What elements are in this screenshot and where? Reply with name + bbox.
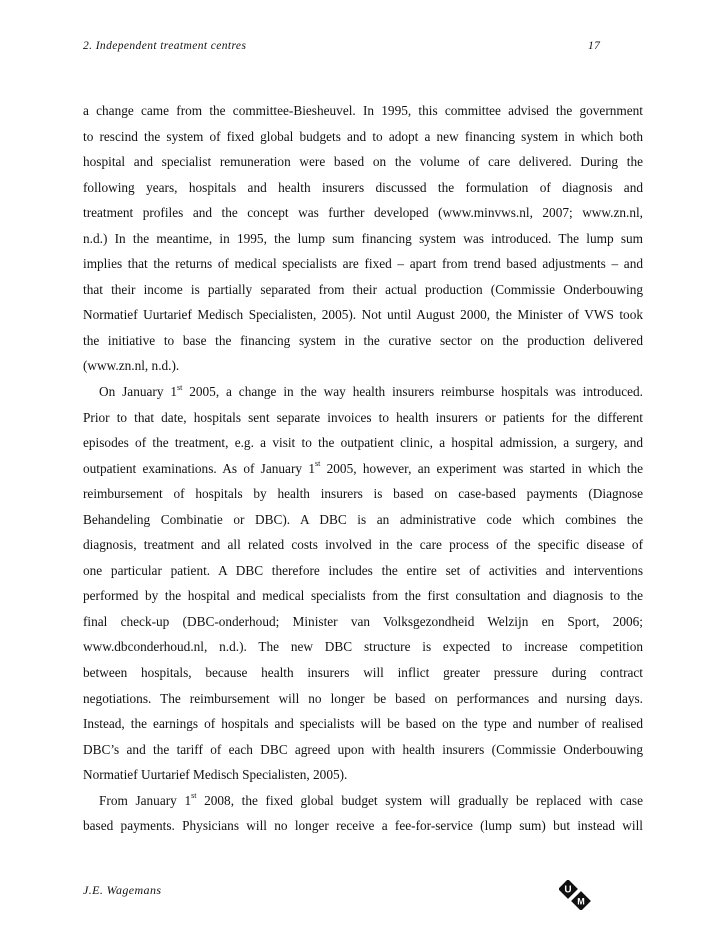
text-line: a change came from the committee-Biesheuvel. In 1995, this committee advised the government <box>83 103 643 118</box>
text-line: the initiative to base the financing system in the curative sector on the production delivered <box>83 332 643 348</box>
text-line: implies that the returns of medical specialists are fixed – apart from trend based adjustments – and <box>83 256 643 272</box>
text-line: Normatief Uurtarief Medisch Specialisten, 2005). Not until August 2000, the Minister of VWS took <box>83 307 643 323</box>
text-line <box>83 456 643 482</box>
text-line: Instead, the earnings of hospitals and specialists will be based on the type and number of realised <box>83 716 643 732</box>
university-logo-icon <box>559 880 593 910</box>
text-line: DBC’s and the tariff of each DBC agreed upon with health insurers (Commissie Onderbouwing <box>83 741 643 757</box>
superscript: st <box>191 791 197 801</box>
text-line: Prior to that date, hospitals sent separate invoices to health insurers or patients for the different <box>83 409 643 425</box>
text-line: following years, hospitals and health insurers discussed the formulation of diagnosis and <box>83 179 643 195</box>
text-segment: outpatient examinations. As of January 1 <box>83 460 315 476</box>
logo-letter-m: M <box>577 896 585 907</box>
text-line: to rescind the system of fixed global budgets and to adopt a new financing system in which both <box>83 128 643 144</box>
text-line: final check-up (DBC-onderhoud; Minister van Volksgezondheid Welzijn en Sport, 2006; <box>83 613 643 629</box>
text-line: that their income is partially separated from their actual production (Commissie Onderbouwing <box>83 281 643 297</box>
text-line: n.d.) In the meantime, in 1995, the lump sum financing system was introduced. The lump sum <box>83 230 643 246</box>
text-line: (www.zn.nl, n.d.). <box>83 358 180 374</box>
text-line: treatment profiles and the concept was further developed (www.minvws.nl, 2007; www.zn.nl, <box>83 205 643 221</box>
text-segment: 2008, the fixed global budget system will gradually be replaced with case <box>196 792 644 808</box>
text-segment: On January 1 <box>99 384 178 400</box>
text-line: episodes of the treatment, e.g. a visit to the outpatient clinic, a hospital admission, a surgery, and <box>83 435 643 451</box>
text-line: negotiations. The reimbursement will no longer be based on performances and nursing days. <box>83 690 643 706</box>
logo-letter-u: U <box>564 884 572 896</box>
text-line: Normatief Uurtarief Medisch Specialisten, 2005). <box>83 767 348 783</box>
superscript: st <box>314 459 321 469</box>
text-segment: 2005, however, an experiment was started in which the <box>320 460 643 476</box>
text-segment: From January 1 <box>99 792 192 808</box>
author-name: J.E. Wagemans <box>83 883 162 897</box>
text-segment: 2005, a change in the way health insurers reimburse hospitals was introduced. <box>182 384 643 400</box>
text-line: one particular patient. A DBC therefore includes the entire set of activities and interventions <box>83 562 643 578</box>
chapter-title: 2. Independent treatment centres <box>83 40 247 52</box>
text-line: performed by the hospital and medical specialists from the first consultation and diagnosis to the <box>83 588 643 604</box>
text-line: reimbursement of hospitals by health insurers is based on case-based payments (Diagnose <box>83 486 643 502</box>
body-text <box>83 98 643 839</box>
text-line <box>83 788 643 814</box>
text-line: hospital and specialist remuneration were based on the volume of care delivered. During the <box>83 154 643 170</box>
running-header <box>83 40 643 60</box>
page-number: 17 <box>588 40 601 52</box>
text-line: Behandeling Combinatie or DBC). A DBC is an administrative code which combines the <box>83 511 643 527</box>
text-line: between hospitals, because health insurers will inflict greater pressure during contract <box>83 665 643 681</box>
text-line: www.dbconderhoud.nl, n.d.). The new DBC structure is expected to increase competition <box>83 639 643 655</box>
text-line <box>83 379 643 405</box>
text-line: diagnosis, treatment and all related costs involved in the care process of the specific disease of <box>83 537 643 553</box>
superscript: st <box>177 382 183 392</box>
text-line: based payments. Physicians will no longer receive a fee-for-service (lump sum) but instead will <box>83 818 643 834</box>
